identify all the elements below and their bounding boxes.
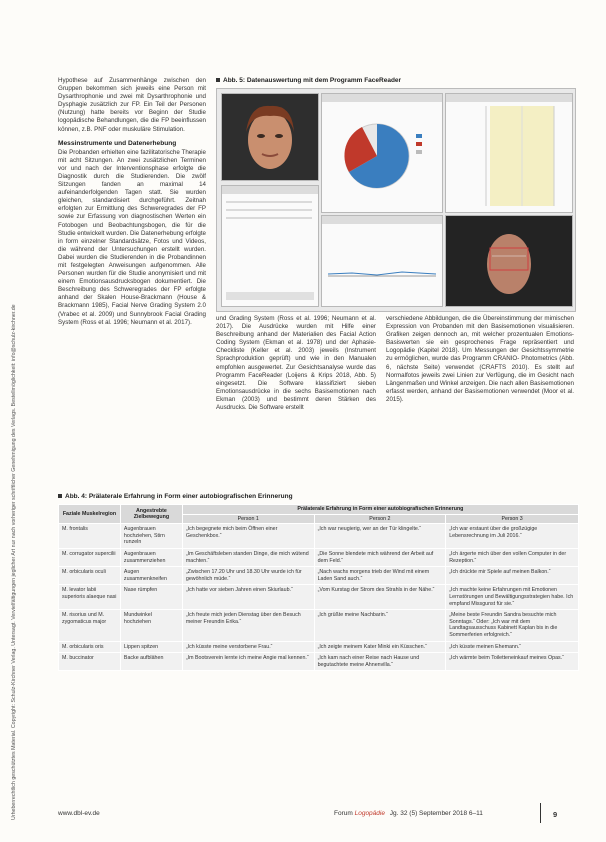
table-body	[59, 524, 579, 671]
table-cell-p2: „Vom Kurstag der Strom des Strahls in der Nähe.“	[314, 585, 446, 610]
table-cell-muscle: M. orbicularis oris	[59, 641, 121, 653]
face-tracking-icon	[446, 216, 572, 306]
table-row	[59, 567, 579, 585]
table-cell-p1: „Zwischen 17.20 Uhr und 18.30 Uhr wurde ich für gewöhnlich müde.“	[182, 567, 314, 585]
left-intro-paragraph: Hypothese auf Zusammenhänge zwischen den Gruppen bekommen sich jeweils eine Person mit Dysarthrophonie und zwei mit Dysarthrophonie und Dysphagie zusätzlich zur FP. Ein Teil der Personen (Nutzung) hatte bereits vor Beginn der Studie logopädische Behandlungen, die die FP beeinflussen können, z.B. PNF oder muskuläre Stimulation.	[58, 77, 206, 133]
caption-marker-icon	[58, 494, 62, 498]
table-row	[59, 524, 579, 549]
table-cell-goal: Augen zusammenkneifen	[120, 567, 182, 585]
table-row	[59, 653, 579, 671]
footer-issue: Jg. 32 (5) September 2018 6–11	[389, 810, 483, 817]
table-cell-p3: „Ich ärgerte mich über den vollen Computer in der Rezeption.“	[446, 548, 579, 566]
table-cell-muscle: M. buccinator	[59, 653, 121, 671]
table-cell-goal: Augenbrauen hochziehen, Stirn runzeln	[120, 524, 182, 549]
table-cell-p2: „Die Sonne blendete mich während der Arbeit auf dem Feld.“	[314, 548, 446, 566]
pie-chart-window	[321, 93, 443, 213]
table-cell-goal: Backe aufblähen	[120, 653, 182, 671]
table-caption: Abb. 4: Prälaterale Erfahrung in Form einer autobiografischen Erinnerung	[58, 493, 293, 500]
copyright-notice	[2, 40, 17, 820]
right-column	[386, 315, 574, 404]
table-header-row	[59, 505, 579, 515]
section-heading: Messinstrumente und Datenerhebung	[58, 139, 177, 147]
table-cell-goal: Nase rümpfen	[120, 585, 182, 610]
table-cell-muscle: M. risorius und M. zygomaticus major	[59, 610, 121, 641]
face-photo-window	[221, 93, 319, 181]
header-person-3: Person 3	[446, 514, 579, 524]
table-cell-p2: „Ich grüßte meine Nachbarin.“	[314, 610, 446, 641]
pie-chart-icon	[322, 94, 442, 212]
figure-caption: Abb. 5: Datenauswertung mit dem Programm FaceReader	[216, 77, 401, 84]
line-graph-icon	[322, 216, 442, 306]
header-group: Prälaterale Erfahrung in Form einer autobiografischen Erinnerung	[182, 505, 578, 515]
list-lines-icon	[222, 186, 318, 306]
table-row	[59, 641, 579, 653]
header-person-1: Person 1	[182, 514, 314, 524]
table-cell-p2: „Ich zeigte meinem Kater Minki ein Küsschen.“	[314, 641, 446, 653]
memory-table	[58, 504, 579, 671]
face-tracking-window	[445, 215, 573, 307]
header-muscle-region: Faziale Muskelregion	[59, 505, 121, 524]
footer-divider	[540, 803, 541, 823]
table-cell-p3: „Ich wärmte beim Toiletteneinkauf meines Opas.“	[446, 653, 579, 671]
table-cell-goal: Mundwinkel hochziehen	[120, 610, 182, 641]
subject-list-window	[221, 185, 319, 307]
middle-column	[216, 315, 376, 412]
left-body-paragraph: Die Probanden erhielten eine fazilitatorische Therapie mit acht Sitzungen. An zwei zusätzlichen Terminen vor und nach der Interventionsphase erfolgte die Diagnostik durch die Studierenden. Die zwölf Sitzungen fanden an maximal 14 aufeinanderfolgenden Tagen statt. Sie wurden gleichen, standardisiert durchgeführt. Zeitnah erfolgten zur Ermittlung des Schweregrades der FP sowie zur Erfassung von diagnostischen Werten ein Fotobogen und Beobachtungsbogen, die für die Studie entwickelt wurden. Die Datenerhebung erfolgte in form einzelner Standardsätze, Fotos und Videos, die während der Untersuchungen erstellt wurden. Dabei wurden die Studierenden in die Probandinnen mit festgelegten Anweisungen aufgenommen. Alle Personen wurden für die Studie anonymisiert und mit einem Emotionsausdrucksbogen dokumentiert. Die Beschreibung des Schweregrades der FP erfolgte anhand der Skalen House-Brackmann (House & Brackmann 1985), Facial Nerve Grading System 2.0 (Vrabec et al. 2009) und Sunnybrook Facial Grading System (Ross et al. 1996; Neumann et al. 2017).	[58, 148, 206, 326]
table-cell-p1: „Im Bootsverein lernte ich meine Angie mal kennen.“	[182, 653, 314, 671]
line-graph-window	[321, 215, 443, 307]
table-cell-p1: „Ich freute mich jeden Dienstag über den Besuch meiner Freundin Erika.“	[182, 610, 314, 641]
table-cell-p3: „Ich machte keine Erfahrungen mit Emotionen Lernstörungen und Bewältigungsstrategien habe. Ich empfand Missgunst für sie.“	[446, 585, 579, 610]
left-column	[58, 77, 206, 327]
table-row	[59, 610, 579, 641]
table-cell-p1: „Ich begegnete mich beim Öffnen einer Geschenkbox.“	[182, 524, 314, 549]
table-cell-p3: „Ich war erstaunt über die großzügige Lebensrechnung im Juli 2016.“	[446, 524, 579, 549]
table-row	[59, 585, 579, 610]
table-cell-p2: „Nach wachs morgens trieb der Wind mit einem Laden Sand auch.“	[314, 567, 446, 585]
facereader-screenshot	[216, 88, 576, 312]
table-cell-p1: „Ich küsste meine verstorbene Frau.“	[182, 641, 314, 653]
table-cell-muscle: M. levator labii superioris alaeque nasi	[59, 585, 121, 610]
table-cell-muscle: M. orbicularis oculi	[59, 567, 121, 585]
caption-marker-icon	[216, 78, 220, 82]
table-cell-goal: Augenbrauen zusammenziehen	[120, 548, 182, 566]
middle-paragraph: und Grading System (Ross et al. 1996; Neumann et al. 2017). Die Ausdrücke wurden mit Hilfe einer Beschreibung anhand der Materialien des Facial Action Coding System (Ekman et al. 1978) und der Aphasie-Checkliste (Keller et al. 2003) jeweils (Instrument Sprachproduktion geprüft) und wie in den Manualen empfohlen ausgewertet. Zur Gesichtsanalyse wurde das Programm FaceReader (Loijens & Krips 2018, Abb. 5) eingesetzt. Die Software klassifiziert sieben Emotionsausdrücke in die sechs Basisemotionen nach Ekman (2003) und bestimmt deren Stärken des Ausdrucks. Die Software erstellt	[216, 315, 376, 412]
data-grid-icon	[446, 94, 572, 212]
table-cell-p3: „Meine beste Freundin Sandra besuchte mich Sonntags.“ Oder: „Ich war mit dem Landtagsausschuss Kabinett Kaplan bis in die Sommerferien erfolgreich.“	[446, 610, 579, 641]
table-cell-muscle: M. frontalis	[59, 524, 121, 549]
table-cell-p3: „Ich küsste meinen Ehemann.“	[446, 641, 579, 653]
table-cell-p1: „Im Geschäftsleben standen Dinge, die mich wütend machten.“	[182, 548, 314, 566]
header-target-movement: Angestrebte Zielbewegung	[120, 505, 182, 524]
face-photo-icon	[222, 94, 318, 180]
page-number: 9	[553, 810, 558, 819]
table-cell-p2: „Ich kam nach einer Reise nach Hause und begutachtete meine Ahnenvilla.“	[314, 653, 446, 671]
table-row	[59, 548, 579, 566]
footer-url: www.dbl-ev.de	[58, 810, 100, 817]
right-paragraph: verschiedene Abbildungen, die die Übereinstimmung der mimischen Expression von Probanden mit den Basisemotionen visualisieren. Grafiken zeigen dennoch an, mit welcher prozentualen Emotions-Basiswerten sie ein gesprochenes Frage repräsentiert und Logopädie (Kapitel 2018). Um Messungen der Gesichtssymmetrie zu ermöglichen, wurde das Programm CRANIO- Photometrics (Abb. 6, nächste Seite) verwendet (CRAFTS 2010). Es stellt auf Normalfotos jeweils zwei Linien zur Verfügung, die im Gesicht nach Längenmaßen und Winkel anzeigen. Die nach allen Basisemotionen erfasst werden, anhand der Basisemotionen verwendet (Moor et al. 2015).	[386, 315, 574, 403]
data-grid-window	[445, 93, 573, 213]
table-cell-goal: Lippen spitzen	[120, 641, 182, 653]
table-cell-muscle: M. corrugator supercilii	[59, 548, 121, 566]
footer-journal-italic: Logopädie	[354, 810, 385, 817]
table-cell-p2: „Ich war neugierig, wer an der Tür klingelte.“	[314, 524, 446, 549]
table-cell-p1: „Ich hatte vor sieben Jahren einen Skiurlaub.“	[182, 585, 314, 610]
header-person-2: Person 2	[314, 514, 446, 524]
table-cell-p3: „Ich drückte mir Spiele auf meinen Balkon.“	[446, 567, 579, 585]
footer-journal: Forum Logopädie Jg. 32 (5) September 2018 6–11	[334, 810, 483, 817]
copyright-text: Urheberrechtlich geschütztes Material. Copyright: Schulz-Kirchner Verlag. Untersagt. Vervielfältigungen jeglicher Art nur nach vorheriger schriftlicher Genehmigung des Verlags. Bestellmöglichkeit: info@schulz-kirchner.de	[11, 304, 17, 820]
